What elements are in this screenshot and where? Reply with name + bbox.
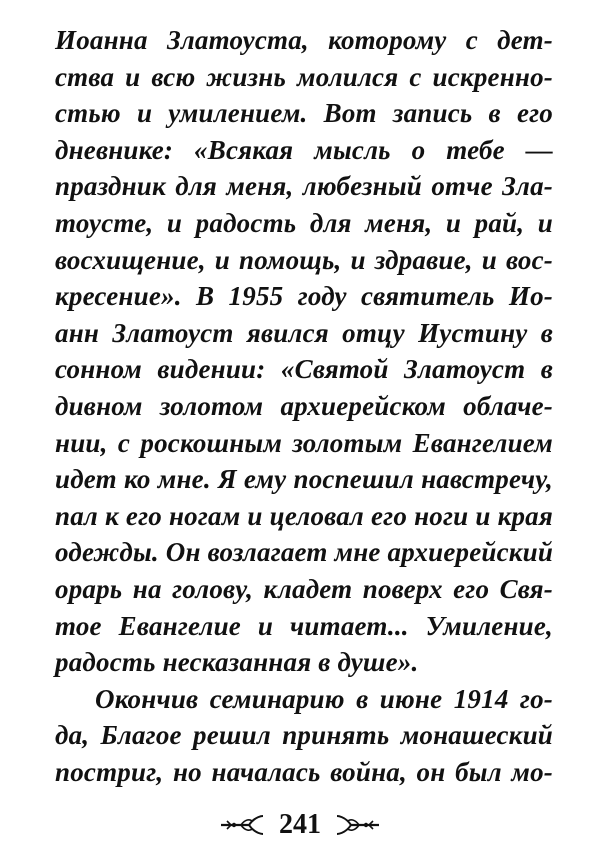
floral-ornament-right-icon (335, 812, 381, 838)
text-line: восхищение, и помощь, и здравие, и вос- (55, 244, 553, 275)
page-number: 241 (279, 809, 321, 840)
text-line: стью и умилением. Вот запись в его (55, 98, 553, 129)
paragraph-first-line: Окончив семинарию в июне 1914 го- (95, 683, 553, 714)
text-line: одежды. Он возлагает мне архиерейский (55, 537, 554, 568)
text-line: нии, с роскошным золотым Евангелием (55, 427, 553, 458)
text-line: ства и всю жизнь молился с искренно- (55, 61, 553, 92)
text-line: кресение». В 1955 году святитель Ио- (55, 281, 553, 312)
text-line: радость несказанная в душе». (55, 647, 419, 678)
text-line: сонном видении: «Святой Златоуст в (55, 354, 553, 385)
text-line: анн Златоуст явился отцу Иустину в (55, 317, 553, 348)
text-line: орарь на голову, кладет поверх его Свя- (55, 573, 553, 604)
text-line: Иоанна Златоуста, которому с дет- (55, 25, 553, 55)
text-line: тое Евангелие и читает... Умиление, (55, 610, 553, 641)
text-line: постриг, но началась война, он был мо- (55, 756, 553, 787)
text-line: дивном золотом архиерейском облаче- (55, 390, 553, 421)
body-text (55, 22, 553, 790)
text-line: праздник для меня, любезный отче Зла- (55, 171, 553, 202)
text-line: пал к его ногам и целовал его ноги и края (55, 500, 553, 531)
text-line: идет ко мне. Я ему поспешил навстречу, (55, 464, 553, 495)
text-line: дневнике: «Всякая мысль о тебе — (55, 134, 553, 165)
floral-ornament-left-icon (219, 812, 265, 838)
text-line: да, Благое решил принять монашеский (55, 720, 553, 751)
text-line: тоусте, и радость для меня, и рай, и (55, 207, 553, 238)
page-footer (0, 800, 600, 850)
